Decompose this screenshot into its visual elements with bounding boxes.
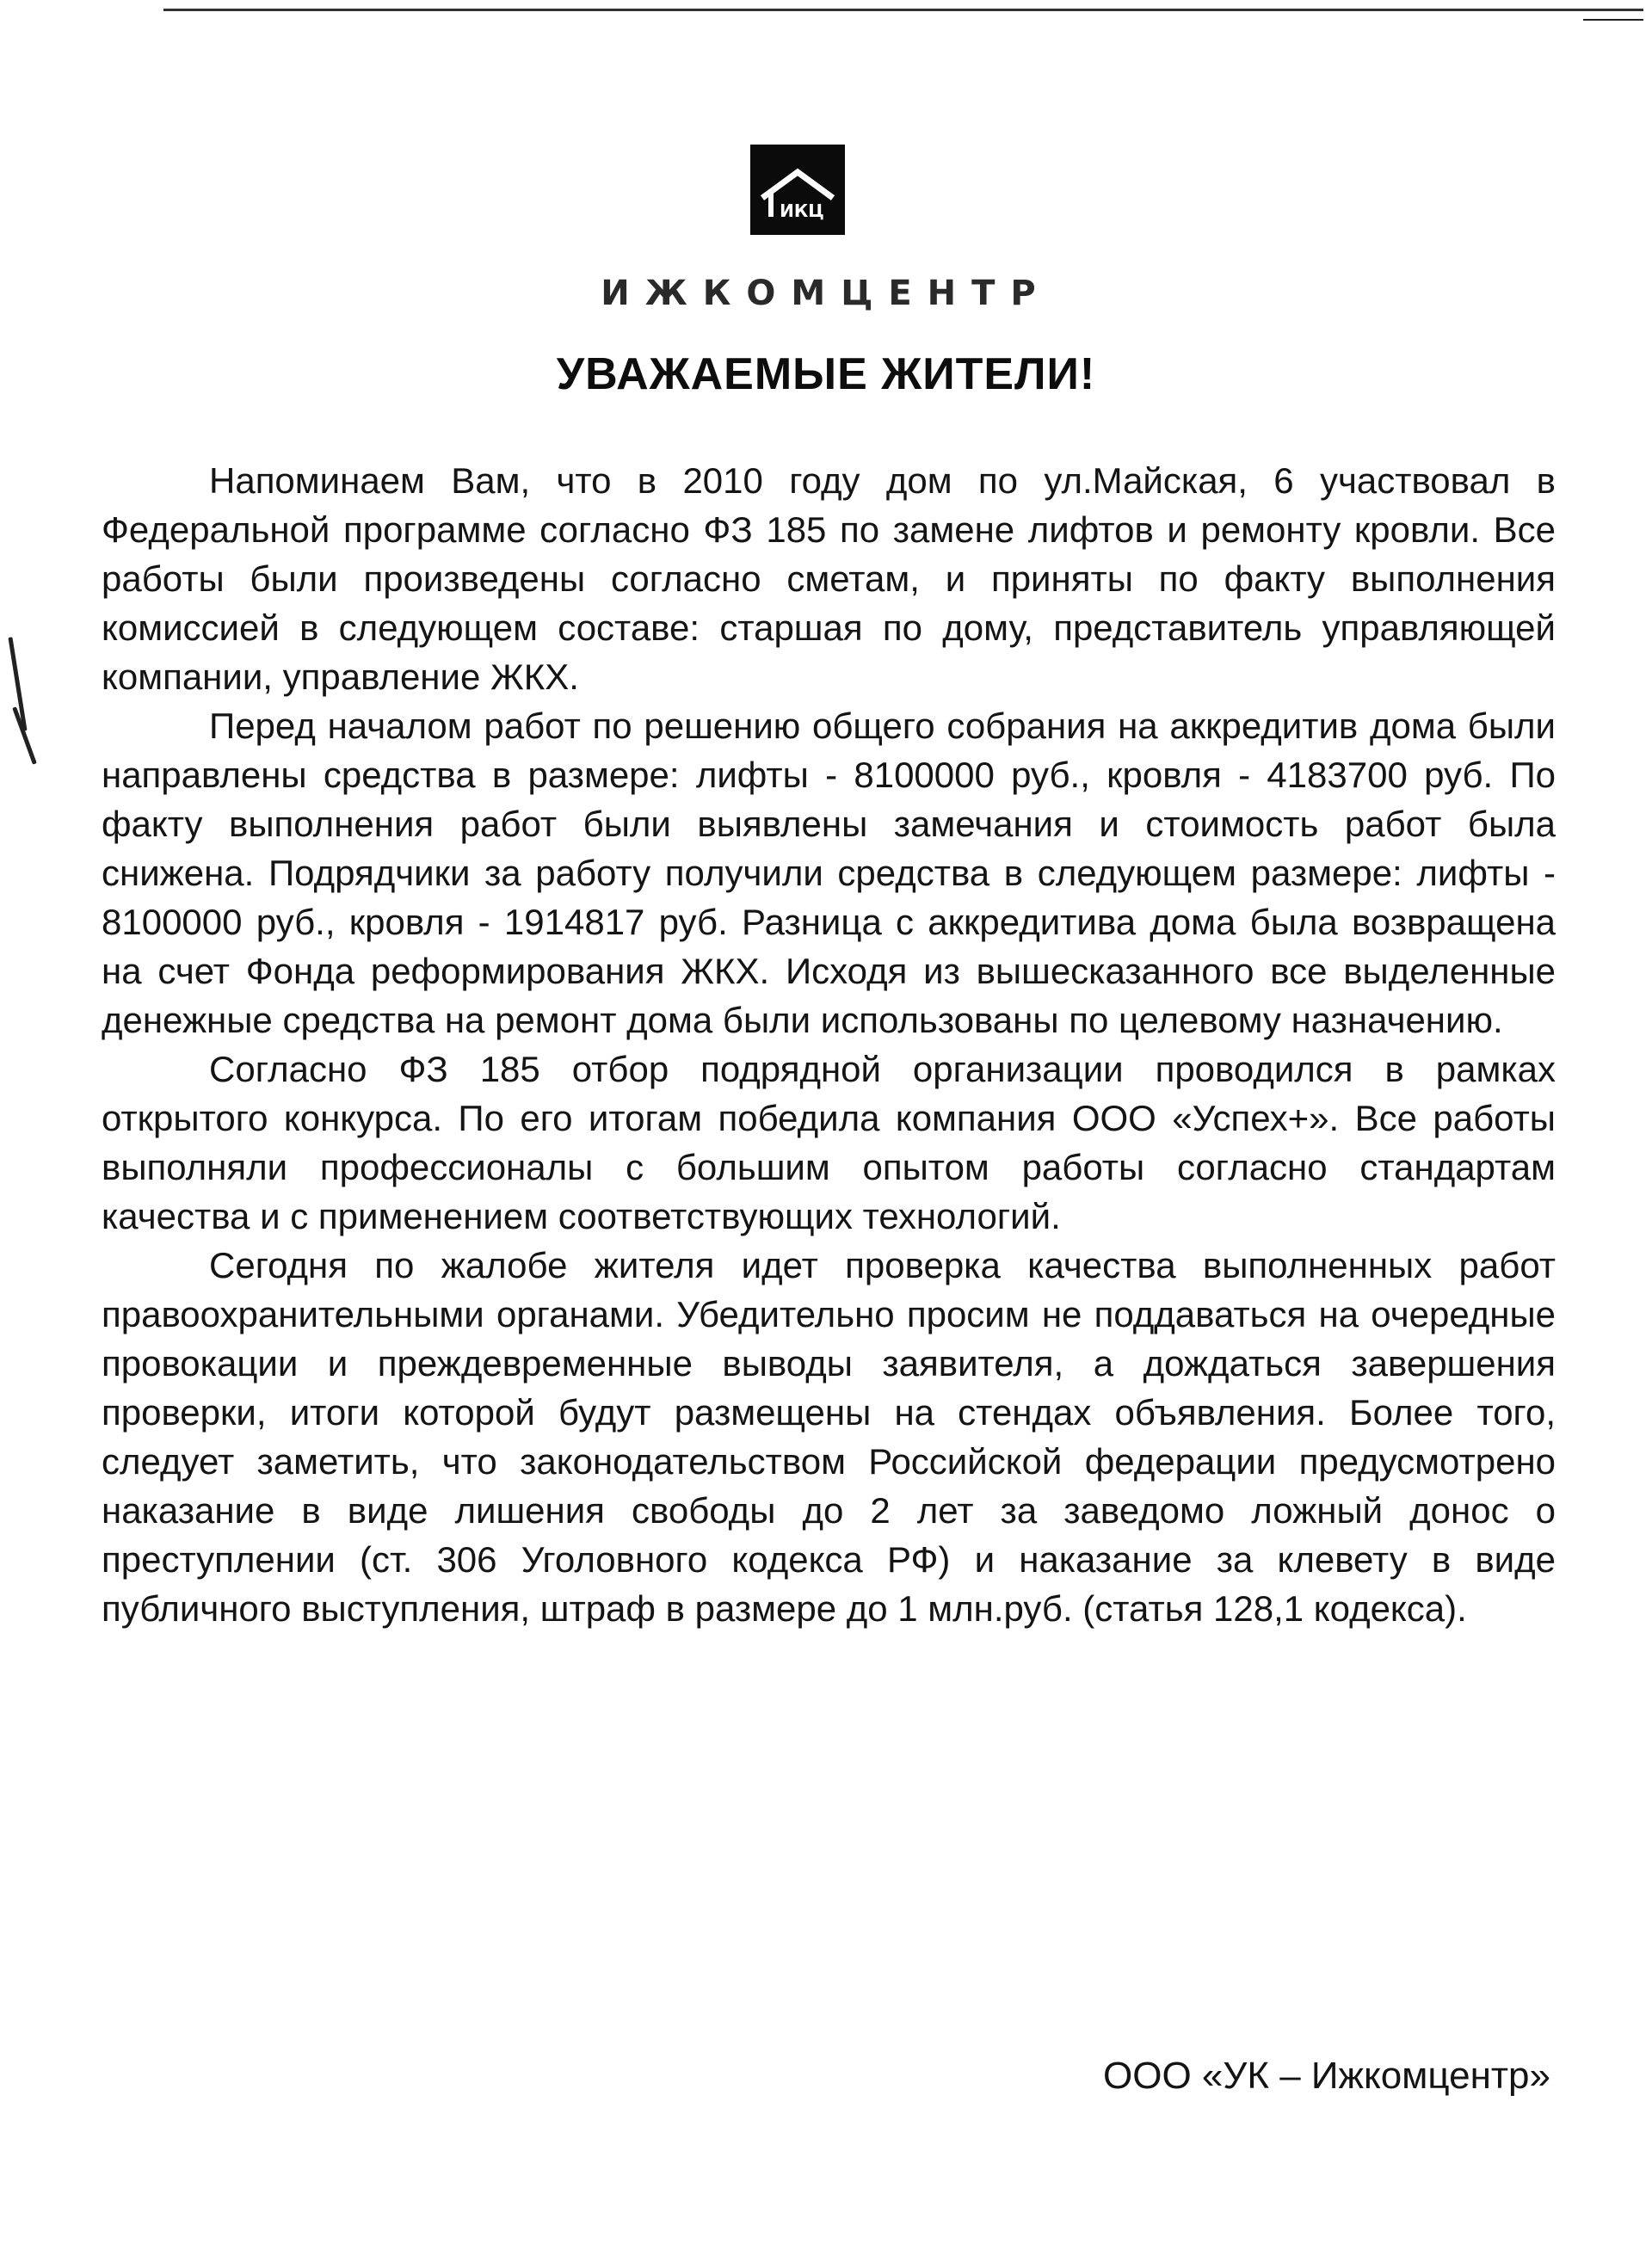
house-roof-logo-icon: [750, 145, 845, 235]
paragraph: Сегодня по жалобе жителя идет проверка качества выполненных работ правоохранительными органами. Убедительно просим не поддаваться на очередные провокации и преждевременные выводы заявителя, а дождаться завершения проверки, итоги которой будут размещены на стендах объявления. Более того, следует заметить, что законодательством Российской федерации предусмотрено наказание в виде лишения свободы до 2 лет за заведомо ложный донос о преступлении (ст. 306 Уголовного кодекса РФ) и наказание за клевету в виде публичного выступления, штраф в размере до 1 млн.руб. (статья 128,1 кодекса).: [102, 1245, 1556, 1629]
scan-artifact-top-right: [1583, 19, 1643, 21]
page-title: УВАЖАЕМЫЕ ЖИТЕЛИ!: [556, 349, 1096, 399]
organization-name: ИЖКОМЦЕНТР: [601, 274, 1051, 313]
logo-text: ИКЦ: [780, 200, 824, 221]
scan-artifact-top: [163, 9, 1643, 11]
paragraph: Согласно ФЗ 185 отбор подрядной организации проводился в рамках открытого конкурса. По его итогам победила компания ООО «Успех+». Все работы выполняли профессионалы с большим опытом работы согласно стандартам качества и с применением соответствующих технологий.: [102, 1049, 1556, 1236]
paragraph: Напоминаем Вам, что в 2010 году дом по ул.Майская, 6 участвовал в Федеральной программе согласно ФЗ 185 по замене лифтов и ремонту кровли. Все работы были произведены согласно сметам, и приняты по факту выполнения комиссией в следующем составе: старшая по дому, представитель управляющей компании, управление ЖКХ.: [102, 460, 1556, 697]
signature: ООО «УК – Ижкомцентр»: [1103, 2055, 1550, 2097]
paragraph: Перед началом работ по решению общего собрания на аккредитив дома были направлены средства в размере: лифты - 8100000 руб., кровля - 4183700 руб. По факту выполнения работ были выявлены замечания и стоимость работ была снижена. Подрядчики за работу получили средства в следующем размере: лифты - 8100000 руб., кровля - 1914817 руб. Разница с аккредитива дома была возвращена на счет Фонда реформирования ЖКХ. Исходя из вышесказанного все выделенные денежные средства на ремонт дома были использованы по целевому назначению.: [102, 706, 1556, 1040]
letter-body: [102, 456, 1556, 1633]
